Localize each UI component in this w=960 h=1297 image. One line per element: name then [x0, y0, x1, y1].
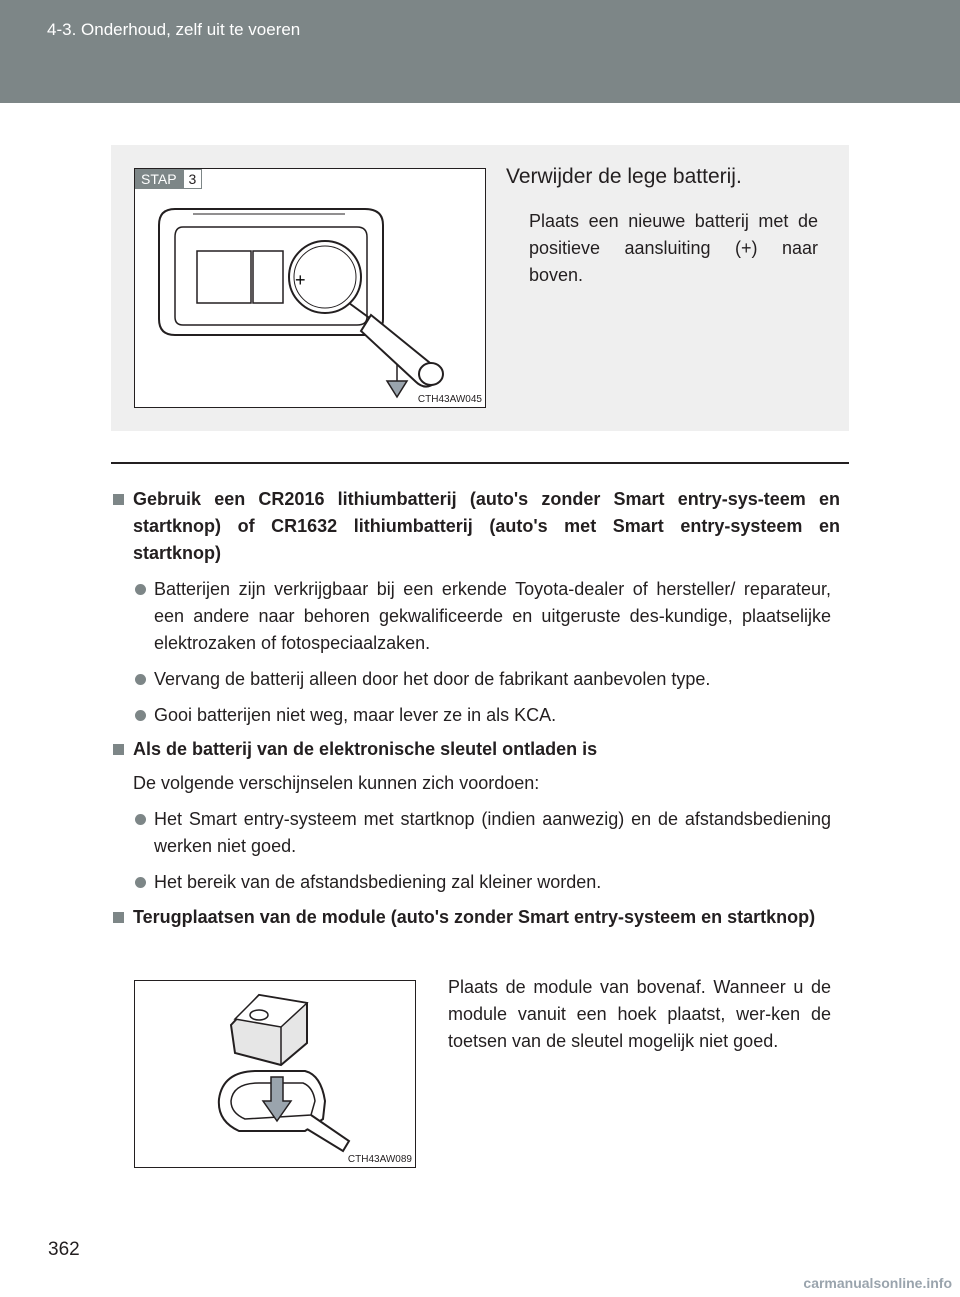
- chapter-title: 4-3. Onderhoud, zelf uit te voeren: [47, 20, 301, 39]
- section-divider: [111, 462, 849, 464]
- module-placement-illustration: [134, 980, 416, 1168]
- circle-bullet-icon: [135, 674, 146, 685]
- list-item: Gooi batterijen niet weg, maar lever ze in als KCA.: [133, 702, 831, 729]
- key-battery-drawing: [135, 169, 485, 407]
- list-item: Vervang de batterij alleen door het door de fabrikant aanbevolen type.: [133, 666, 831, 693]
- key-module-drawing: [135, 981, 415, 1167]
- section-heading-battery-type: Gebruik een CR2016 lithiumbatterij (auto's zonder Smart entry-sys-teem en startknop) of CR1632 lithiumbatterij (auto's met Smart entry-systeem en startknop): [113, 486, 840, 567]
- circle-bullet-icon: [135, 814, 146, 825]
- page-header: [0, 0, 960, 103]
- figure-code: CTH43AW089: [347, 1154, 412, 1165]
- square-bullet-icon: [113, 912, 124, 923]
- module-instruction-text: Plaats de module van bovenaf. Wanneer u de module vanuit een hoek plaatst, wer-ken de toetsen van de sleutel mogelijk niet goed.: [448, 977, 831, 1051]
- square-bullet-icon: [113, 744, 124, 755]
- step-badge-number: 3: [183, 169, 203, 189]
- circle-bullet-icon: [135, 877, 146, 888]
- step-badge-label: STAP: [135, 169, 183, 189]
- circle-bullet-icon: [135, 710, 146, 721]
- plus-terminal-mark: +: [295, 270, 306, 290]
- battery-removal-illustration: [134, 168, 486, 408]
- step-title: Verwijder de lege batterij.: [506, 165, 742, 188]
- circle-bullet-icon: [135, 584, 146, 595]
- watermark: carmanualsonline.info: [803, 1275, 952, 1291]
- list-item: Het bereik van de afstandsbediening zal kleiner worden.: [133, 869, 831, 896]
- square-bullet-icon: [113, 494, 124, 505]
- step-badge: [135, 169, 202, 189]
- section-intro: De volgende verschijnselen kunnen zich voordoen:: [133, 773, 540, 793]
- figure-code: CTH43AW045: [417, 394, 482, 405]
- list-item: Batterijen zijn verkrijgbaar bij een erkende Toyota-dealer of hersteller/ reparateur, een andere naar behoren gekwalificeerde en uitgeruste des-kundige, plaatselijke elektrozaken of fotospeciaalzaken.: [133, 576, 831, 657]
- section-heading-module-replacement: Terugplaatsen van de module (auto's zonder Smart entry-systeem en startknop): [113, 904, 840, 931]
- list-item: Het Smart entry-systeem met startknop (indien aanwezig) en de afstandsbediening werken niet goed.: [133, 806, 831, 860]
- step-description: Plaats een nieuwe batterij met de positieve aansluiting (+) naar boven.: [529, 211, 818, 285]
- page-number: 362: [48, 1239, 80, 1260]
- section-heading-battery-discharged: Als de batterij van de elektronische sleutel ontladen is: [113, 736, 840, 763]
